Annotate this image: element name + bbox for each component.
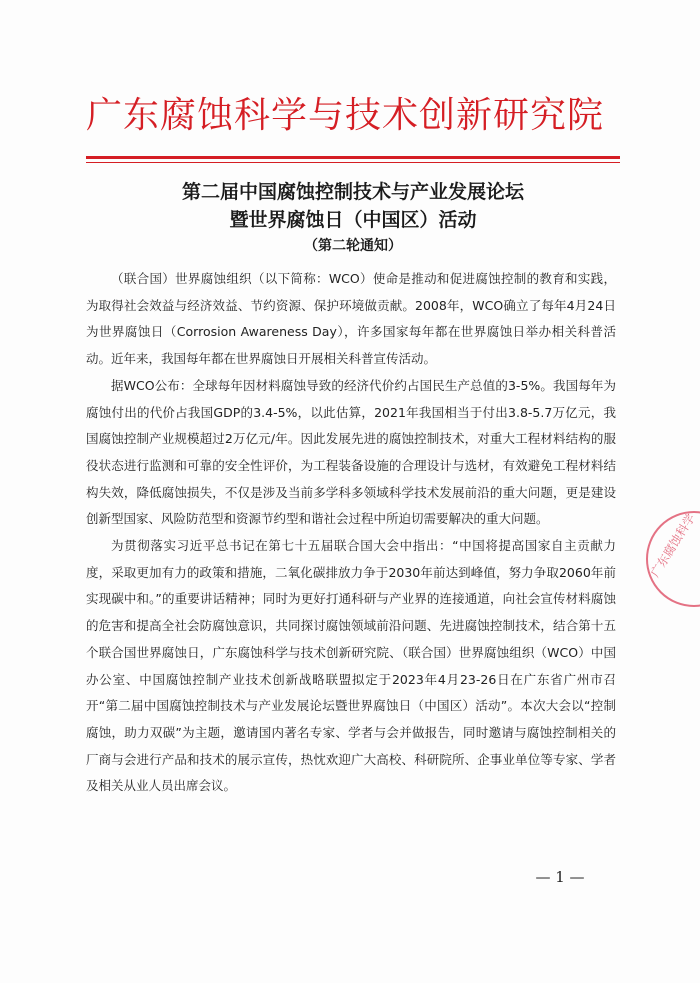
document-title-line2: 暨世界腐蚀日（中国区）活动 [229,209,477,231]
paragraph: 据WCO公布：全球每年因材料腐蚀导致的经济代价约占国民生产总值的3-5%。我国每年为腐蚀付出的代价占我国GDP的3.4-5%，以此估算，2021年我国相当于付出3.8-5.7万亿元，我国腐蚀控制产业规模超过2万亿元/年。因此发展先进的腐蚀控制技术，对重大工程材料结构的服役状态进行监测和可靠的安全性评价，为工程装备设施的合理设计与选材，有效避免工程材料结构失效，降低腐蚀损失，不仅是涉及当前多学科多领域科学技术发展前沿的重大问题，更是建设创新型国家、风险防范型和资源节约型和谐社会过程中所迫切需要解决的重大问题。 [86,377,616,527]
paragraph: 为贯彻落实习近平总书记在第七十五届联合国大会中指出：“中国将提高国家自主贡献力度，采取更加有力的政策和措施，二氧化碳排放力争于2030年前达到峰值，努力争取2060年前实现碳中和。”的重要讲话精神；同时为更好打通科研与产业界的连接通道，向社会宣传材料腐蚀的危害和提高全社会防腐蚀意识，共同探讨腐蚀领域前沿问题、先进腐蚀控制技术，结合第十五个联合国世界腐蚀日，广东腐蚀科学与技术创新研究院、（联合国）世界腐蚀组织（WCO）中国办公室、中国腐蚀控制产业技术创新战略联盟拟定于2023年4月23-26日在广东省广州市召开“第二届中国腐蚀控制技术与产业发展论坛暨世界腐蚀日（中国区）活动”。本次大会以“控制腐蚀，助力双碳”为主题，邀请国内著名专家、学者与会并做报告，同时邀请与腐蚀控制相关的厂商与会进行产品和技术的展示宣传，热忱欢迎广大高校、科研院所、企事业单位等专家、学者及相关从业人员出席会议。 [86,538,616,794]
paragraph: （联合国）世界腐蚀组织（以下简称：WCO）使命是推动和促进腐蚀控制的教育和实践，为取得社会效益与经济效益、节约资源、保护环境做贡献。2008年，WCO确立了每年4月24日为世界腐蚀日（Corrosion Awareness Day），许多国家每年都在世界腐蚀日举办相关科普活动。近年来，我国每年都在世界腐蚀日开展相关科普宣传活动。 [86,271,616,367]
document-body [86,266,616,800]
header-rule-thick [86,156,620,159]
document-title-line1: 第二届中国腐蚀控制技术与产业发展论坛 [181,181,524,203]
organization-header: 广东腐蚀科学与技术创新研究院 [86,95,605,136]
document-subtitle: （第二轮通知） [304,238,402,254]
official-seal-stamp [646,511,700,607]
header-rule-thin [86,162,620,163]
page-number: — 1 — [535,868,585,886]
seal-text: 广东腐蚀科学 [647,511,698,580]
